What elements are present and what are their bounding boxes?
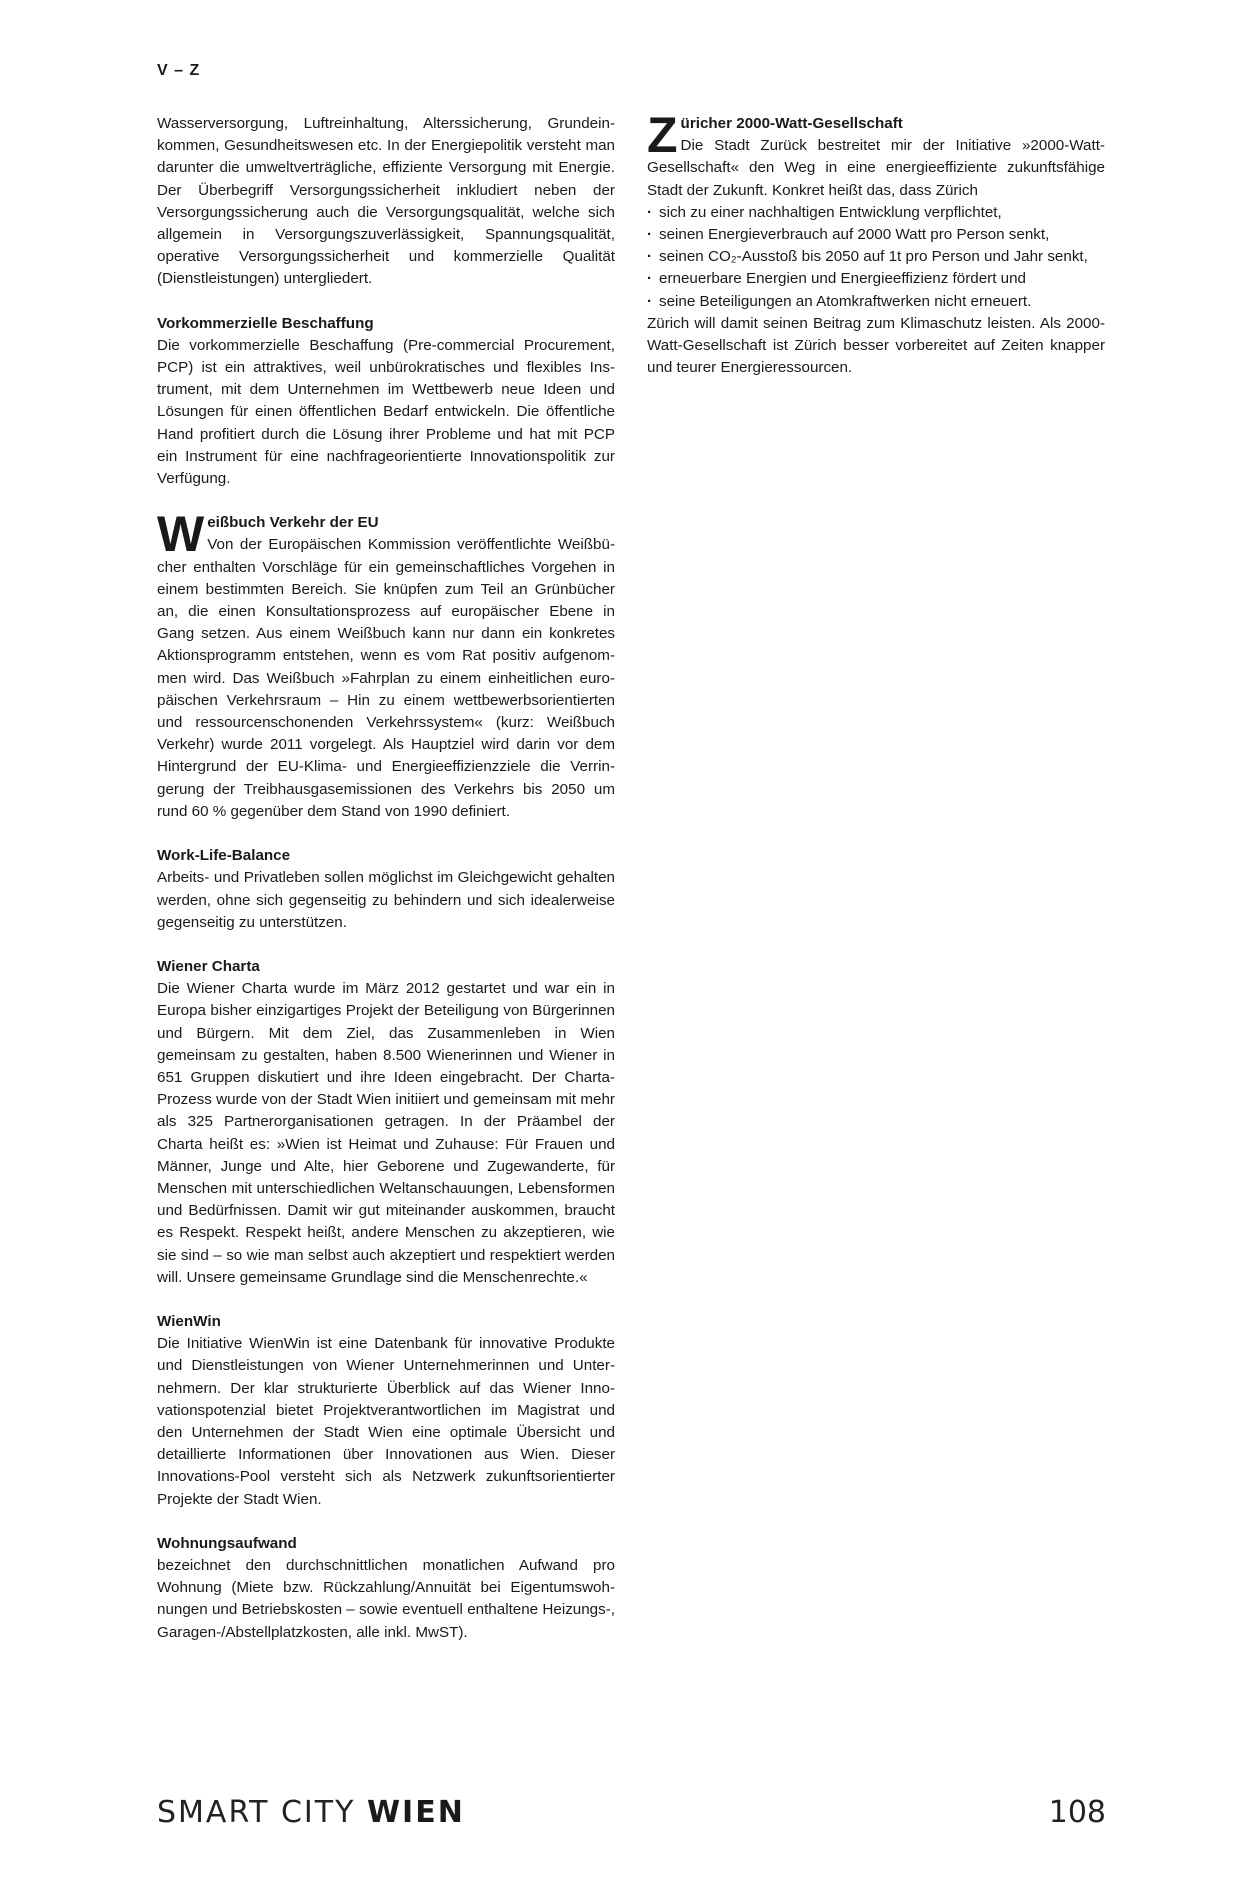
entry-title: WienWin xyxy=(157,1312,221,1330)
entry-outro-text: Zürich will damit seinen Beitrag zum Klimaschutz leisten. Als 2000-Watt-Gesellschaft ist Zürich besser vorbereitet auf Zeiten knapper und teurer Energieressourcen. xyxy=(647,314,1105,377)
list-item: · sich zu einer nachhaltigen Entwicklung verpflichtet, xyxy=(647,202,1105,224)
drop-cap-letter: W xyxy=(157,506,205,563)
bullet-list xyxy=(647,202,1105,313)
list-item: · seinen Energieverbrauch auf 2000 Watt pro Person senkt, xyxy=(647,224,1105,246)
entry-vorkommerzielle-beschaffung xyxy=(157,313,615,491)
page-number: 108 xyxy=(1048,1795,1106,1830)
brand-bold-text: WIEN xyxy=(366,1795,465,1830)
entry-text: Von der Europäischen Kommission veröffentlichte Weißbücher enthalten Vorschläge für ein gemeinschaftliches Vorgehen in einem bestimmten Bereich. Sie knüpfen zum Teil an Grünbücher an, die einen Konsultationsprozess auf europäischer Ebene in Gang setzen. Aus einem Weißbuch kann nur dann ein konkretes Aktionsprogramm entstehen, wenn es vom Rat positiv aufgenommen wird. Das Weißbuch »Fahrplan zu einem einheitlichen europäischen Verkehrsraum – Hin zu einem wettbewerbsorientierten und ressourcenschonenden Verkehrssystem« (kurz: Weißbuch Verkehr) wurde 2011 vorgelegt. Als Hauptziel wird darin vor dem Hintergrund der EU-Klima- und Energieeffizienzziele die Verringerung der Treibhausgasemissionen des Verkehrs bis 2050 um rund 60 % gegenüber dem Stand von 1990 definiert. xyxy=(157,536,615,820)
entry-work-life-balance xyxy=(157,845,615,934)
entry-zuericher-2000-watt xyxy=(647,107,1105,379)
entry-title: eißbuch Verkehr der EU xyxy=(207,514,379,532)
entry-text: Wasserversorgung, Luftreinhaltung, Alterssicherung, Grundeinkommen, Gesundheitswesen etc. In der Energiepolitik versteht man darunter die umweltverträgliche, effiziente Versorgung mit Energie. Der Überbegriff Versorgungssicherheit inkludiert neben der Versorgungssicherung auch die Versorgungsqualität, welche sich allgemein in Versorgungszuverlässigkeit, Spannungsqualität, operative Versorgungssicherheit und kommerzielle Qualität (Dienstleistungen) untergliedert. xyxy=(157,115,615,288)
right-column xyxy=(647,107,1105,401)
brand-light-text: SMART CITY xyxy=(157,1795,356,1830)
entry-intro-text: Die Stadt Zurück bestreitet mir der Initiative »2000-Watt-Gesellschaft« den Weg in eine energieeffiziente zukunftsfähige Stadt der Zukunft. Konkret heißt das, dass Zürich xyxy=(647,137,1105,199)
entry-text: Die Initiative WienWin ist eine Datenbank für innovative Produkte und Dienstleistungen von Wiener Unternehmerinnen und Unternehmern. Der klar strukturierte Überblick auf das Wiener Innovationspotenzial bietet Projektverantwortlichen im Magistrat und den Unternehmen der Stadt Wien eine optimale Übersicht und detaillierte Informationen über Innovationen aus Wien. Dieser Innovations-Pool versteht sich als Netzwerk zukunftsorientierter Projekte der Stadt Wien. xyxy=(157,1335,615,1508)
entry-intro-continued xyxy=(157,113,615,291)
entry-text: Arbeits- und Privatleben sollen möglichst im Gleichgewicht gehalten werden, ohne sich gegenseitig zu behindern und sich idealerweise gegenseitig zu unterstützen. xyxy=(157,869,615,931)
list-item: · seinen CO₂-Ausstoß bis 2050 auf 1t pro Person und Jahr senkt, xyxy=(647,246,1105,268)
entry-wiener-charta xyxy=(157,956,615,1289)
list-item: · seine Beteiligungen an Atomkraftwerken nicht erneuert. xyxy=(647,291,1105,313)
entry-title: Vorkommerzielle Beschaffung xyxy=(157,314,374,332)
section-letter-range: V – Z xyxy=(157,62,201,79)
list-item: · erneuerbare Energien und Energieeffizienz fördert und xyxy=(647,268,1105,290)
drop-cap-letter: Z xyxy=(647,107,678,163)
entry-wohnungsaufwand xyxy=(157,1533,615,1644)
entry-title: Wohnungsaufwand xyxy=(157,1534,297,1552)
entry-wienwin xyxy=(157,1311,615,1511)
entry-text: Die Wiener Charta wurde im März 2012 gestartet und war ein in Europa bisher einzigartiges Projekt der Beteiligung von Bürgerinnen und Bürgern. Mit dem Ziel, das Zusammenleben in Wien gemeinsam zu gestalten, haben 8.500 Wienerinnen und Wiener in 651 Gruppen diskutiert und ihre Ideen eingebracht. Der Charta-Prozess wurde von der Stadt Wien initiiert und gemeinsam mit mehr als 325 Partnerorganisationen getragen. In der Präambel der Charta heißt es: »Wien ist Heimat und Zuhause: Für Frauen und Männer, Junge und Alte, hier Geborene und Zugewanderte, für Menschen mit unterschiedlichen Weltanschauungen, Lebensformen und Bedürfnissen. Damit wir gut miteinander auskommen, braucht es Respekt. Respekt heißt, andere Menschen zu akzeptieren, wie sie sind – so wie man selbst auch akzeptiert und respektiert werden will. Unsere gemeinsame Grundlage sind die Menschenrechte.« xyxy=(157,980,615,1286)
entry-title: üricher 2000-Watt-Gesellschaft xyxy=(680,115,903,132)
entry-title: Wiener Charta xyxy=(157,957,260,975)
entry-title: Work-Life-Balance xyxy=(157,847,291,865)
entry-weissbuch-verkehr xyxy=(157,506,615,823)
entry-text: bezeichnet den durchschnittlichen monatlichen Aufwand pro Wohnung (Miete bzw. Rückzahlung/Annuität bei Eigentumswohnungen und Betriebskosten – sowie eventuell enthaltene Heizungs-, Garagen-/Abstellplatzkosten, alle inkl. MwST). xyxy=(157,1556,615,1641)
left-column xyxy=(157,113,615,1666)
entry-text: Die vorkommerzielle Beschaffung (Pre-commercial Procurement, PCP) ist ein attraktives, weil unbürokratisches und flexibles Instrument, mit dem Unternehmen im Wettbewerb neue Ideen und Lösungen für einen öffentlichen Bedarf entwickeln. Die öffentliche Hand profitiert durch die Lösung ihrer Probleme und hat mit PCP ein Instrument für eine nachfrageorientierte Innovationspolitik zur Verfügung. xyxy=(157,336,615,488)
footer-brand xyxy=(157,1795,465,1830)
